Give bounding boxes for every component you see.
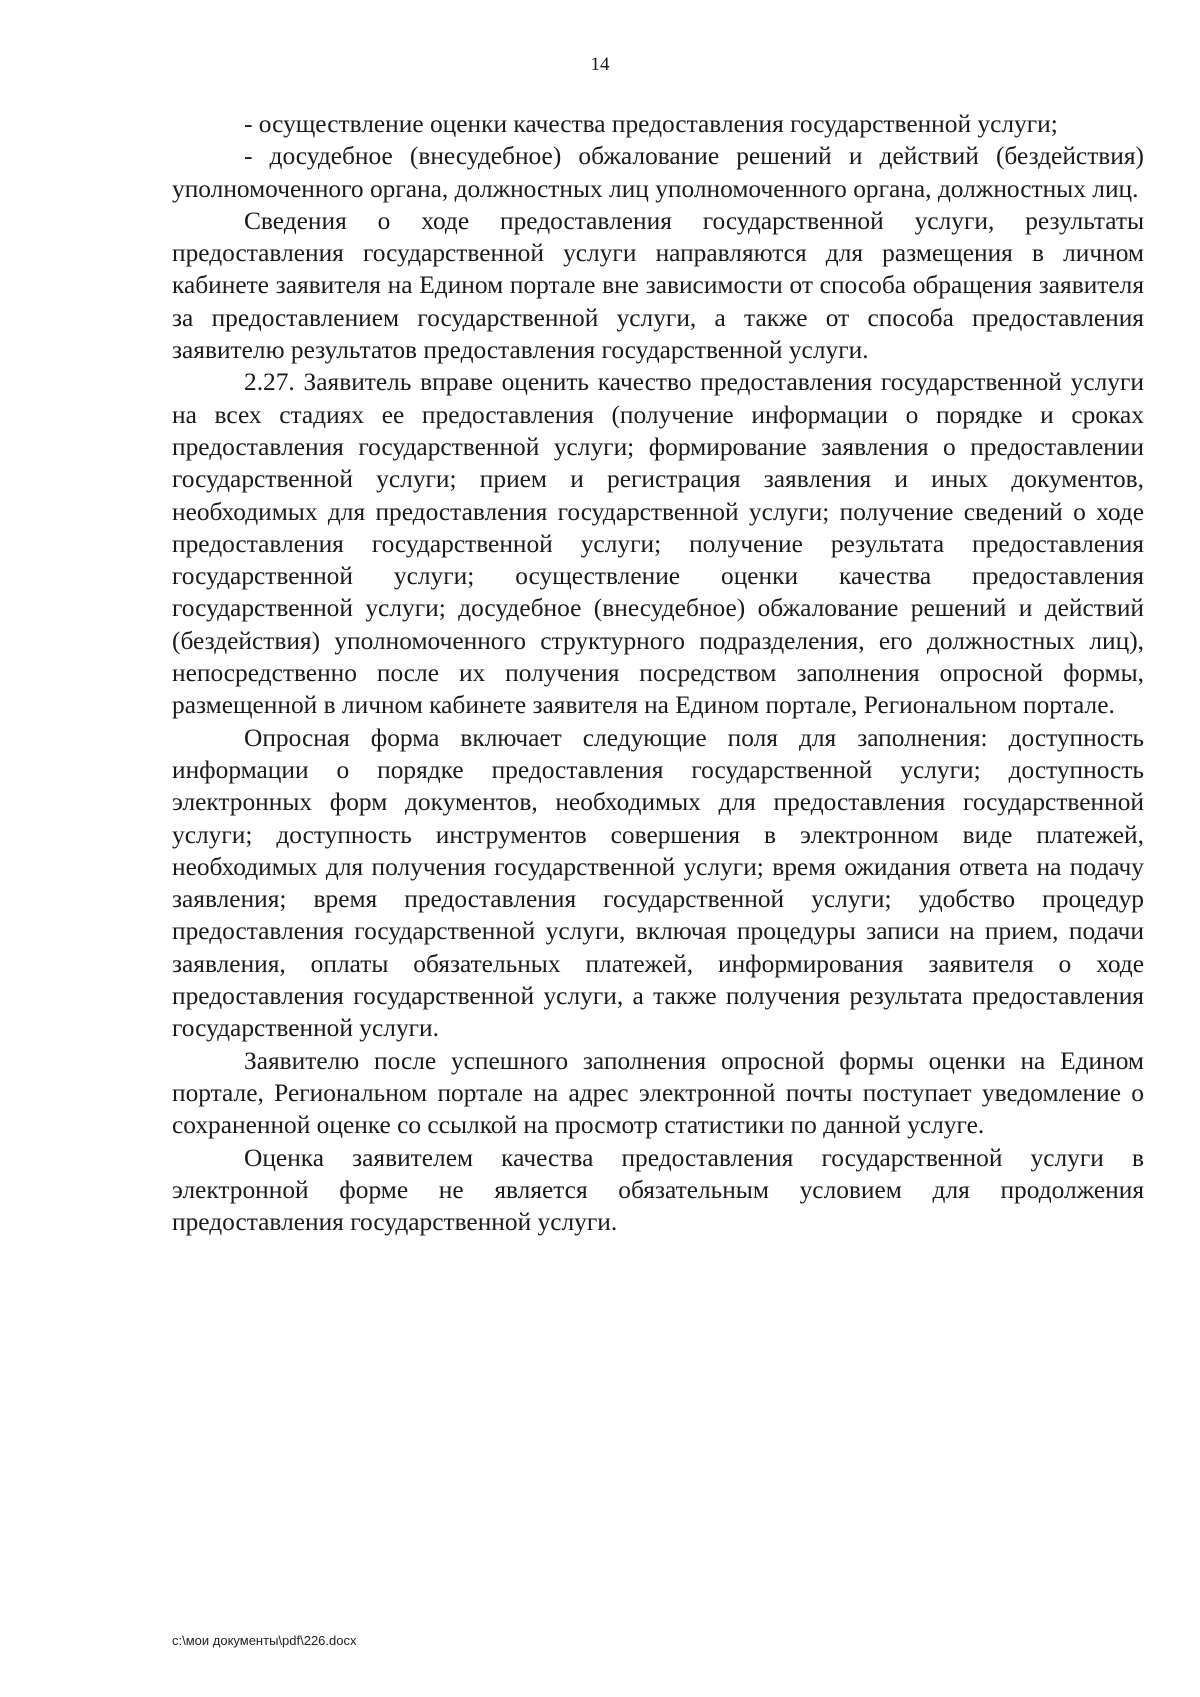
paragraph-notification: Заявителю после успешного заполнения опросной формы оценки на Едином портале, Региональном портале на адрес электронной почты поступает уведомление о сохраненной оценке со ссылкой на просмотр статистики по данной услуге. xyxy=(172,1046,1144,1140)
list-item-pretrial-appeal: - досудебное (внесудебное) обжалование решений и действий (бездействия) уполномоченного органа, должностных лиц уполномоченного органа, должностных лиц. xyxy=(172,142,1144,203)
paragraph-progress-info: Сведения о ходе предоставления государственной услуги, результаты предоставления государственной услуги направляются для размещения в личном кабинете заявителя на Едином портале вне зависимости от способа обращения заявителя за предоставлением государственной услуги, а также от способа предоставления заявителю результатов предоставления государственной услуги. xyxy=(172,206,1144,365)
page-number: 14 xyxy=(590,54,610,75)
paragraph-optional-assessment: Оценка заявителем качества предоставления государственной услуги в электронной форме не является обязательным условием для продолжения предоставления государственной услуги. xyxy=(172,1143,1144,1237)
list-item-quality-assessment: - осуществление оценки качества предоставления государственной услуги; xyxy=(244,110,1058,138)
paragraph-survey-form: Опросная форма включает следующие поля для заполнения: доступность информации о порядке предоставления государственной услуги; доступность электронных форм документов, необходимых для предоставления государственной услуги; доступность инструментов совершения в электронном виде платежей, необходимых для получения государственной услуги; время ожидания ответа на подачу заявления; время предоставления государственной услуги; удобство процедур предоставления государственной услуги, включая процедуры записи на прием, подачи заявления, оплаты обязательных платежей, информирования заявителя о ходе предоставления государственной услуги, а также получения результата предоставления государственной услуги. xyxy=(172,723,1144,1043)
footer-file-path: c:\мои документы\pdf\226.docx xyxy=(172,1633,357,1648)
document-body xyxy=(172,108,1144,1238)
paragraph-2-27: 2.27. Заявитель вправе оценить качество предоставления государственной услуги на всех стадиях ее предоставления (получение информации о порядке и сроках предоставления государственной услуги; формирование заявления о предоставлении государственной услуги; прием и регистрация заявления и иных документов, необходимых для предоставления государственной услуги; получение сведений о ходе предоставления государственной услуги; получение результата предоставления государственной услуги; осуществление оценки качества предоставления государственной услуги; досудебное (внесудебное) обжалование решений и действий (бездействия) уполномоченного структурного подразделения, его должностных лиц), непосредственно после их получения посредством заполнения опросной формы, размещенной в личном кабинете заявителя на Едином портале, Региональном портале. xyxy=(172,368,1144,720)
